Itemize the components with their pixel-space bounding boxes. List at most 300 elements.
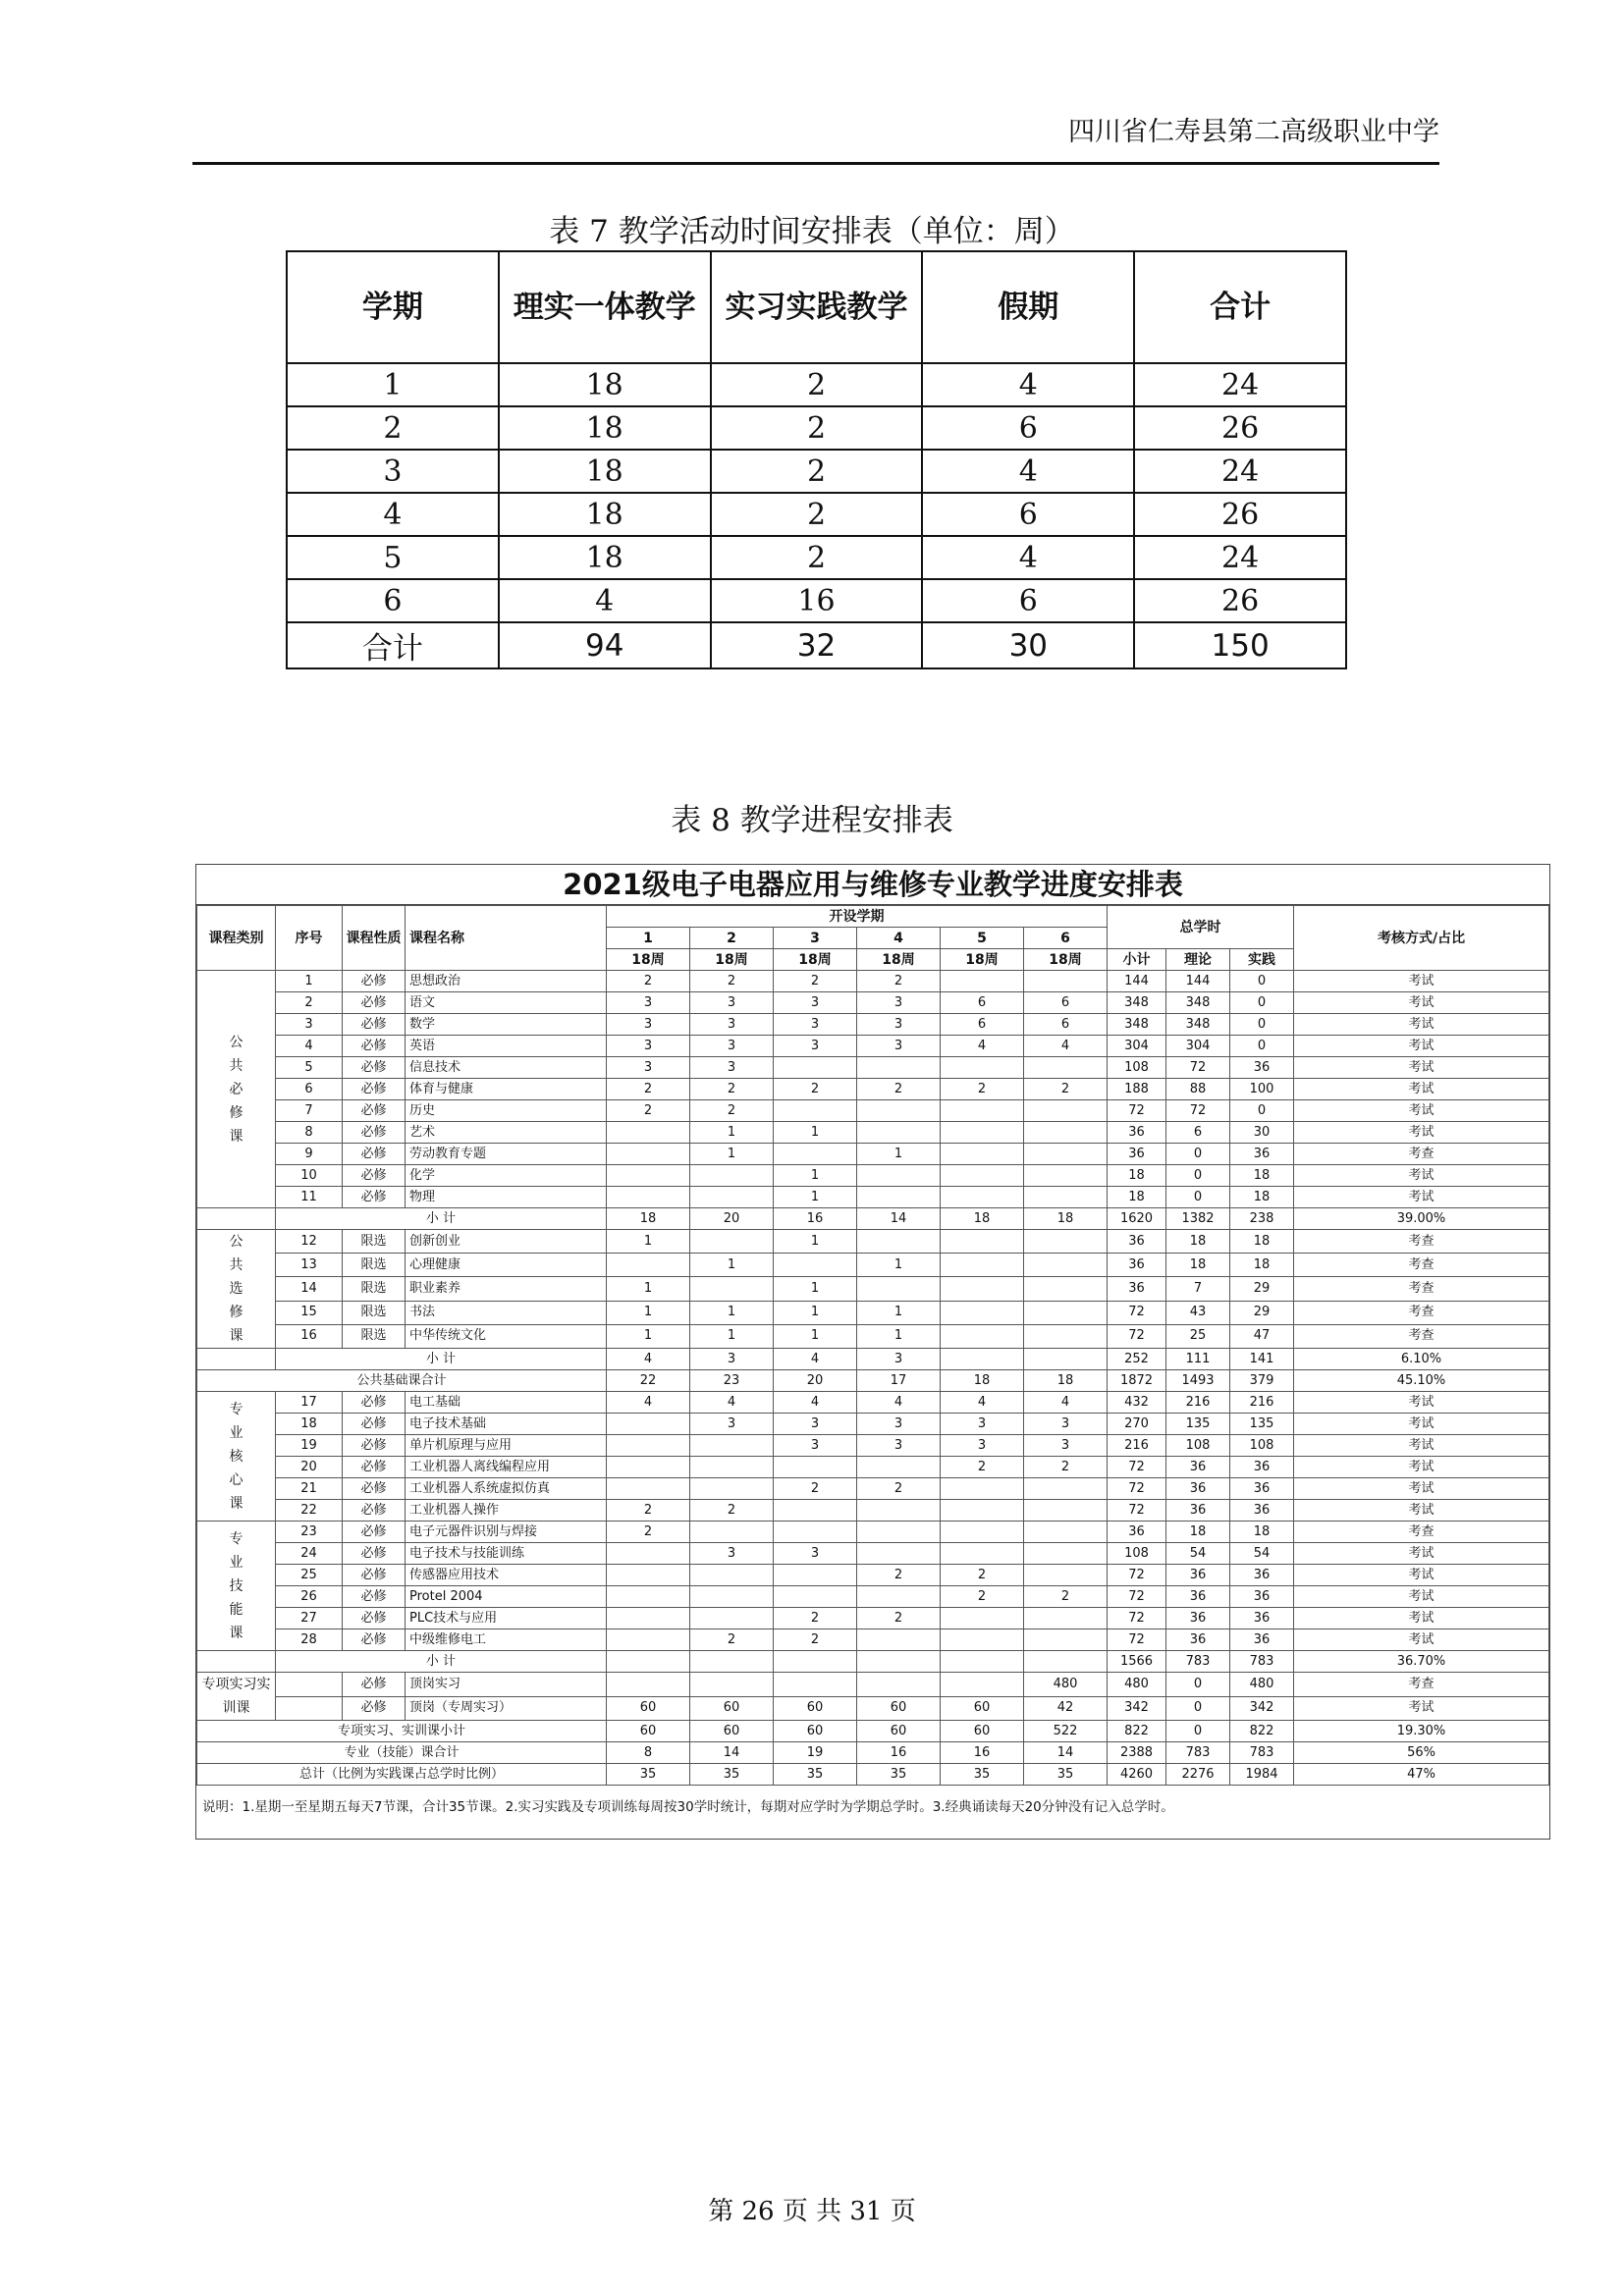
course-total-hours: 144 bbox=[1108, 971, 1166, 992]
course-nature: 必修 bbox=[343, 1187, 406, 1208]
summary-cell: 822 bbox=[1108, 1721, 1166, 1742]
course-nature: 限选 bbox=[343, 1230, 406, 1254]
course-semester-hours bbox=[690, 1165, 774, 1187]
course-semester-hours: 60 bbox=[857, 1696, 941, 1721]
category-group3 bbox=[197, 1392, 276, 1522]
summary-cell: 783 bbox=[1166, 1742, 1230, 1764]
course-total-hours: 18 bbox=[1108, 1187, 1166, 1208]
t8-semester-num: 2 bbox=[690, 928, 774, 949]
table7-cell: 2 bbox=[711, 363, 923, 406]
category-char: 课 bbox=[229, 1495, 244, 1512]
summary-cell: 22 bbox=[607, 1370, 690, 1392]
table7-header-integrated: 理实一体教学 bbox=[499, 251, 711, 363]
course-semester-hours: 60 bbox=[941, 1696, 1024, 1721]
course-name: 工业机器人系统虚拟仿真 bbox=[406, 1478, 607, 1500]
course-semester-hours: 4 bbox=[941, 1036, 1024, 1057]
subtotal-cell: 6.10% bbox=[1294, 1349, 1549, 1370]
course-total-hours: 72 bbox=[1108, 1565, 1166, 1586]
course-semester-hours: 2 bbox=[857, 1478, 941, 1500]
course-assessment: 考试 bbox=[1294, 1165, 1549, 1187]
course-nature: 必修 bbox=[343, 1673, 406, 1697]
course-practice-hours: 216 bbox=[1230, 1392, 1294, 1414]
course-assessment: 考试 bbox=[1294, 1500, 1549, 1522]
course-semester-hours: 2 bbox=[941, 1586, 1024, 1608]
course-semester-hours bbox=[690, 1435, 774, 1457]
category-group1 bbox=[197, 971, 276, 1208]
course-name: 艺术 bbox=[406, 1122, 607, 1144]
course-semester-hours bbox=[774, 1457, 857, 1478]
table7-cell: 18 bbox=[499, 493, 711, 536]
course-total-hours: 36 bbox=[1108, 1144, 1166, 1165]
course-semester-hours bbox=[941, 1478, 1024, 1500]
course-total-hours: 304 bbox=[1108, 1036, 1166, 1057]
course-practice-hours: 342 bbox=[1230, 1696, 1294, 1721]
summary-cell: 17 bbox=[857, 1370, 941, 1392]
course-nature: 必修 bbox=[343, 1392, 406, 1414]
t8-header-seq: 序号 bbox=[276, 906, 343, 971]
course-name: 物理 bbox=[406, 1187, 607, 1208]
course-semester-hours: 3 bbox=[690, 992, 774, 1014]
summary-cell: 16 bbox=[941, 1742, 1024, 1764]
course-assessment: 考试 bbox=[1294, 1122, 1549, 1144]
course-semester-hours bbox=[857, 1457, 941, 1478]
category-char: 必 bbox=[229, 1081, 244, 1097]
course-semester-hours: 2 bbox=[857, 1079, 941, 1100]
course-theory-hours: 72 bbox=[1166, 1100, 1230, 1122]
course-seq: 11 bbox=[276, 1187, 343, 1208]
course-name: 英语 bbox=[406, 1036, 607, 1057]
t8-semester-num: 4 bbox=[857, 928, 941, 949]
subtotal-cell: 3 bbox=[690, 1349, 774, 1370]
table7-cell: 2 bbox=[711, 493, 923, 536]
table7-cell: 6 bbox=[922, 579, 1134, 622]
course-practice-hours: 108 bbox=[1230, 1435, 1294, 1457]
course-semester-hours: 3 bbox=[690, 1036, 774, 1057]
category-char: 修 bbox=[229, 1104, 244, 1121]
course-row bbox=[197, 1324, 1549, 1348]
course-row bbox=[197, 1478, 1549, 1500]
course-name: 书法 bbox=[406, 1301, 607, 1324]
course-semester-hours: 1 bbox=[690, 1122, 774, 1144]
course-nature: 限选 bbox=[343, 1301, 406, 1324]
course-semester-hours: 3 bbox=[690, 1014, 774, 1036]
course-seq: 10 bbox=[276, 1165, 343, 1187]
course-semester-hours: 1 bbox=[774, 1187, 857, 1208]
course-assessment: 考试 bbox=[1294, 1457, 1549, 1478]
subtotal-cell bbox=[941, 1651, 1024, 1673]
course-semester-hours: 1 bbox=[690, 1144, 774, 1165]
table7-cell: 4 bbox=[922, 536, 1134, 579]
table7-cell: 6 bbox=[922, 406, 1134, 450]
course-seq: 25 bbox=[276, 1565, 343, 1586]
subtotal-label: 小 计 bbox=[276, 1208, 607, 1230]
course-nature: 必修 bbox=[343, 1036, 406, 1057]
summary-cell: 1984 bbox=[1230, 1764, 1294, 1786]
category-group2 bbox=[197, 1230, 276, 1349]
course-nature: 必修 bbox=[343, 1500, 406, 1522]
table7-header-holiday: 假期 bbox=[922, 251, 1134, 363]
summary-cell: 822 bbox=[1230, 1721, 1294, 1742]
course-semester-hours bbox=[690, 1277, 774, 1301]
course-semester-hours: 60 bbox=[774, 1696, 857, 1721]
t8-semester-num: 3 bbox=[774, 928, 857, 949]
table7 bbox=[286, 250, 1347, 669]
course-semester-hours: 2 bbox=[1024, 1586, 1108, 1608]
course-total-hours: 432 bbox=[1108, 1392, 1166, 1414]
subtotal-cell bbox=[941, 1349, 1024, 1370]
course-practice-hours: 54 bbox=[1230, 1543, 1294, 1565]
course-seq: 7 bbox=[276, 1100, 343, 1122]
category-char: 公 bbox=[229, 1034, 244, 1050]
course-semester-hours: 3 bbox=[774, 1543, 857, 1565]
course-theory-hours: 36 bbox=[1166, 1608, 1230, 1629]
course-theory-hours: 72 bbox=[1166, 1057, 1230, 1079]
course-semester-hours: 2 bbox=[690, 1100, 774, 1122]
course-row bbox=[197, 1277, 1549, 1301]
course-row bbox=[197, 1057, 1549, 1079]
category-char: 课 bbox=[229, 1625, 244, 1641]
course-theory-hours: 348 bbox=[1166, 992, 1230, 1014]
table7-cell: 2 bbox=[711, 450, 923, 493]
course-semester-hours: 3 bbox=[941, 1414, 1024, 1435]
course-theory-hours: 0 bbox=[1166, 1165, 1230, 1187]
course-row bbox=[197, 971, 1549, 992]
table7-total-cell: 150 bbox=[1134, 622, 1346, 668]
course-semester-hours bbox=[607, 1144, 690, 1165]
course-theory-hours: 36 bbox=[1166, 1586, 1230, 1608]
course-assessment: 考试 bbox=[1294, 1696, 1549, 1721]
course-semester-hours bbox=[857, 1543, 941, 1565]
course-assessment: 考查 bbox=[1294, 1277, 1549, 1301]
course-total-hours: 36 bbox=[1108, 1254, 1166, 1277]
course-semester-hours bbox=[1024, 1565, 1108, 1586]
course-semester-hours bbox=[857, 1522, 941, 1543]
course-semester-hours bbox=[941, 971, 1024, 992]
course-nature: 必修 bbox=[343, 1522, 406, 1543]
course-row bbox=[197, 1457, 1549, 1478]
table7-cell: 18 bbox=[499, 536, 711, 579]
course-practice-hours: 18 bbox=[1230, 1187, 1294, 1208]
course-semester-hours bbox=[690, 1457, 774, 1478]
course-nature: 必修 bbox=[343, 971, 406, 992]
course-semester-hours bbox=[607, 1629, 690, 1651]
course-nature: 必修 bbox=[343, 1608, 406, 1629]
course-semester-hours: 1 bbox=[774, 1165, 857, 1187]
subtotal-cell bbox=[607, 1651, 690, 1673]
summary-cell: 60 bbox=[941, 1721, 1024, 1742]
category-group5: 专项实习实训课 bbox=[197, 1673, 276, 1721]
course-row bbox=[197, 1543, 1549, 1565]
t8-semester-num: 1 bbox=[607, 928, 690, 949]
course-semester-hours: 4 bbox=[941, 1392, 1024, 1414]
course-theory-hours: 36 bbox=[1166, 1629, 1230, 1651]
summary-cell: 4260 bbox=[1108, 1764, 1166, 1786]
category-char: 专 bbox=[229, 1530, 244, 1547]
course-semester-hours bbox=[941, 1301, 1024, 1324]
course-assessment: 考试 bbox=[1294, 1036, 1549, 1057]
table7-cell: 6 bbox=[922, 493, 1134, 536]
table7-cell: 3 bbox=[287, 450, 499, 493]
subtotal-cell: 111 bbox=[1166, 1349, 1230, 1370]
course-semester-hours bbox=[774, 1254, 857, 1277]
table7-total-cell: 32 bbox=[711, 622, 923, 668]
course-seq: 18 bbox=[276, 1414, 343, 1435]
table8-body bbox=[197, 971, 1549, 1786]
course-assessment: 考查 bbox=[1294, 1254, 1549, 1277]
t8-header-semesters: 开设学期 bbox=[607, 906, 1108, 928]
course-semester-hours: 1 bbox=[857, 1301, 941, 1324]
course-practice-hours: 29 bbox=[1230, 1301, 1294, 1324]
course-nature: 必修 bbox=[343, 1696, 406, 1721]
course-semester-hours: 6 bbox=[941, 1014, 1024, 1036]
table8-note: 说明：1.星期一至星期五每天7节课，合计35节课。2.实习实践及专项训练每周按30学时统计，每期对应学时为学期总学时。3.经典诵读每天20分钟没有记入总学时。 bbox=[202, 1799, 1174, 1815]
summary-cell: 35 bbox=[1024, 1764, 1108, 1786]
course-semester-hours bbox=[607, 1187, 690, 1208]
course-practice-hours: 36 bbox=[1230, 1608, 1294, 1629]
course-practice-hours: 36 bbox=[1230, 1144, 1294, 1165]
category-char: 核 bbox=[229, 1448, 244, 1465]
course-practice-hours: 18 bbox=[1230, 1254, 1294, 1277]
course-nature: 限选 bbox=[343, 1254, 406, 1277]
course-semester-hours bbox=[1024, 1522, 1108, 1543]
course-row bbox=[197, 1100, 1549, 1122]
course-row bbox=[197, 1435, 1549, 1457]
category-char: 修 bbox=[229, 1305, 244, 1320]
table7-cell: 24 bbox=[1134, 363, 1346, 406]
course-semester-hours bbox=[941, 1187, 1024, 1208]
course-theory-hours: 0 bbox=[1166, 1187, 1230, 1208]
course-semester-hours bbox=[1024, 1144, 1108, 1165]
category-char: 业 bbox=[229, 1554, 244, 1571]
course-semester-hours: 2 bbox=[857, 1565, 941, 1586]
table7-cell: 18 bbox=[499, 406, 711, 450]
course-semester-hours bbox=[607, 1414, 690, 1435]
course-name: 信息技术 bbox=[406, 1057, 607, 1079]
course-row bbox=[197, 1230, 1549, 1254]
table7-cell: 2 bbox=[711, 536, 923, 579]
table7-cell: 18 bbox=[499, 450, 711, 493]
course-assessment: 考试 bbox=[1294, 1414, 1549, 1435]
course-total-hours: 72 bbox=[1108, 1500, 1166, 1522]
course-semester-hours: 3 bbox=[857, 992, 941, 1014]
t8-header-category: 课程类别 bbox=[197, 906, 276, 971]
course-nature: 必修 bbox=[343, 1122, 406, 1144]
course-semester-hours: 2 bbox=[857, 971, 941, 992]
subtotal-cell: 252 bbox=[1108, 1349, 1166, 1370]
course-semester-hours bbox=[1024, 1254, 1108, 1277]
course-semester-hours: 3 bbox=[857, 1435, 941, 1457]
course-practice-hours: 36 bbox=[1230, 1565, 1294, 1586]
table7-cell: 4 bbox=[499, 579, 711, 622]
course-seq: 4 bbox=[276, 1036, 343, 1057]
summary-cell: 0 bbox=[1166, 1721, 1230, 1742]
summary-cell: 35 bbox=[941, 1764, 1024, 1786]
course-semester-hours bbox=[941, 1122, 1024, 1144]
table8-header-row-1 bbox=[197, 906, 1549, 928]
subtotal-cell: 39.00% bbox=[1294, 1208, 1549, 1230]
course-semester-hours: 4 bbox=[690, 1392, 774, 1414]
course-row bbox=[197, 1522, 1549, 1543]
course-practice-hours: 36 bbox=[1230, 1586, 1294, 1608]
course-total-hours: 348 bbox=[1108, 1014, 1166, 1036]
course-name: 电子技术与技能训练 bbox=[406, 1543, 607, 1565]
course-practice-hours: 29 bbox=[1230, 1277, 1294, 1301]
course-semester-hours: 4 bbox=[1024, 1392, 1108, 1414]
subtotal-cell bbox=[1024, 1651, 1108, 1673]
course-semester-hours: 3 bbox=[857, 1414, 941, 1435]
summary-cell: 56% bbox=[1294, 1742, 1549, 1764]
summary-cell: 379 bbox=[1230, 1370, 1294, 1392]
course-semester-hours bbox=[607, 1543, 690, 1565]
table8 bbox=[196, 905, 1549, 1786]
course-semester-hours bbox=[1024, 1057, 1108, 1079]
summary-cell: 35 bbox=[607, 1764, 690, 1786]
school-header: 四川省仁寿县第二高级职业中学 bbox=[1068, 117, 1439, 147]
course-theory-hours: 36 bbox=[1166, 1457, 1230, 1478]
table7-row bbox=[287, 493, 1346, 536]
course-total-hours: 36 bbox=[1108, 1522, 1166, 1543]
table7-cell: 26 bbox=[1134, 493, 1346, 536]
t8-header-name: 课程名称 bbox=[406, 906, 607, 971]
course-total-hours: 36 bbox=[1108, 1230, 1166, 1254]
t8-semester-weeks: 18周 bbox=[941, 949, 1024, 971]
course-name: 电子技术基础 bbox=[406, 1414, 607, 1435]
course-semester-hours: 2 bbox=[607, 971, 690, 992]
course-assessment: 考试 bbox=[1294, 971, 1549, 992]
course-theory-hours: 36 bbox=[1166, 1565, 1230, 1586]
course-name: 历史 bbox=[406, 1100, 607, 1122]
course-semester-hours bbox=[941, 1608, 1024, 1629]
subtotal-cell: 1566 bbox=[1108, 1651, 1166, 1673]
course-semester-hours bbox=[941, 1543, 1024, 1565]
subtotal-cell: 18 bbox=[1024, 1208, 1108, 1230]
course-total-hours: 72 bbox=[1108, 1478, 1166, 1500]
summary-row bbox=[197, 1370, 1549, 1392]
table7-header-row bbox=[287, 251, 1346, 363]
course-semester-hours: 3 bbox=[1024, 1435, 1108, 1457]
course-semester-hours bbox=[941, 1165, 1024, 1187]
course-assessment: 考试 bbox=[1294, 1478, 1549, 1500]
course-seq: 17 bbox=[276, 1392, 343, 1414]
course-name: 电工基础 bbox=[406, 1392, 607, 1414]
course-seq: 2 bbox=[276, 992, 343, 1014]
subtotal-cell bbox=[774, 1651, 857, 1673]
table7-header-semester: 学期 bbox=[287, 251, 499, 363]
course-name: 心理健康 bbox=[406, 1254, 607, 1277]
course-row bbox=[197, 1014, 1549, 1036]
course-semester-hours: 2 bbox=[857, 1608, 941, 1629]
course-theory-hours: 18 bbox=[1166, 1522, 1230, 1543]
course-seq: 22 bbox=[276, 1500, 343, 1522]
category-char: 公 bbox=[229, 1234, 244, 1250]
course-seq: 23 bbox=[276, 1522, 343, 1543]
course-semester-hours: 2 bbox=[941, 1565, 1024, 1586]
course-practice-hours: 135 bbox=[1230, 1414, 1294, 1435]
course-seq: 5 bbox=[276, 1057, 343, 1079]
summary-cell: 23 bbox=[690, 1370, 774, 1392]
course-semester-hours bbox=[1024, 1187, 1108, 1208]
course-semester-hours: 3 bbox=[607, 1036, 690, 1057]
table8-caption: 表 8 教学进程安排表 bbox=[671, 803, 953, 838]
course-theory-hours: 0 bbox=[1166, 1673, 1230, 1697]
course-semester-hours: 3 bbox=[690, 1414, 774, 1435]
course-total-hours: 36 bbox=[1108, 1277, 1166, 1301]
course-seq: 26 bbox=[276, 1586, 343, 1608]
course-semester-hours: 480 bbox=[1024, 1673, 1108, 1697]
subtotal-cell: 3 bbox=[857, 1349, 941, 1370]
summary-cell: 14 bbox=[690, 1742, 774, 1764]
course-name: 传感器应用技术 bbox=[406, 1565, 607, 1586]
t8-hours-practice: 实践 bbox=[1230, 949, 1294, 971]
subtotal-row bbox=[197, 1651, 1549, 1673]
course-practice-hours: 0 bbox=[1230, 992, 1294, 1014]
table7-cell: 1 bbox=[287, 363, 499, 406]
course-semester-hours: 3 bbox=[774, 1014, 857, 1036]
course-nature: 必修 bbox=[343, 1100, 406, 1122]
course-semester-hours: 3 bbox=[774, 1036, 857, 1057]
table7-cell: 24 bbox=[1134, 536, 1346, 579]
course-semester-hours: 6 bbox=[1024, 1014, 1108, 1036]
course-semester-hours bbox=[607, 1673, 690, 1697]
course-total-hours: 270 bbox=[1108, 1414, 1166, 1435]
course-total-hours: 108 bbox=[1108, 1057, 1166, 1079]
course-semester-hours bbox=[941, 1673, 1024, 1697]
course-semester-hours: 4 bbox=[774, 1392, 857, 1414]
course-total-hours: 72 bbox=[1108, 1629, 1166, 1651]
course-semester-hours bbox=[774, 1144, 857, 1165]
course-practice-hours: 30 bbox=[1230, 1122, 1294, 1144]
course-name: PLC技术与应用 bbox=[406, 1608, 607, 1629]
course-nature: 必修 bbox=[343, 1414, 406, 1435]
course-semester-hours: 6 bbox=[1024, 992, 1108, 1014]
t8-semester-num: 5 bbox=[941, 928, 1024, 949]
category-char: 课 bbox=[229, 1328, 244, 1344]
course-nature: 必修 bbox=[343, 1586, 406, 1608]
subtotal-cell: 141 bbox=[1230, 1349, 1294, 1370]
course-theory-hours: 135 bbox=[1166, 1414, 1230, 1435]
course-name: 顶岗实习 bbox=[406, 1673, 607, 1697]
course-semester-hours: 4 bbox=[1024, 1036, 1108, 1057]
course-nature: 限选 bbox=[343, 1277, 406, 1301]
course-semester-hours: 1 bbox=[857, 1254, 941, 1277]
summary-cell: 35 bbox=[857, 1764, 941, 1786]
course-semester-hours bbox=[774, 1565, 857, 1586]
course-semester-hours bbox=[857, 1100, 941, 1122]
summary-cell: 8 bbox=[607, 1742, 690, 1764]
course-semester-hours bbox=[1024, 1543, 1108, 1565]
course-semester-hours bbox=[941, 1324, 1024, 1348]
summary-cell: 60 bbox=[607, 1721, 690, 1742]
subtotal-cell: 238 bbox=[1230, 1208, 1294, 1230]
category-char: 能 bbox=[229, 1601, 244, 1618]
subtotal-cell: 18 bbox=[941, 1208, 1024, 1230]
course-semester-hours bbox=[857, 1277, 941, 1301]
course-semester-hours bbox=[857, 1586, 941, 1608]
course-name: 中华传统文化 bbox=[406, 1324, 607, 1348]
table8-frame bbox=[195, 864, 1550, 1840]
course-semester-hours bbox=[690, 1187, 774, 1208]
course-name: 数学 bbox=[406, 1014, 607, 1036]
course-practice-hours: 36 bbox=[1230, 1057, 1294, 1079]
course-semester-hours: 1 bbox=[774, 1122, 857, 1144]
course-name: 创新创业 bbox=[406, 1230, 607, 1254]
table7-body bbox=[287, 363, 1346, 668]
course-semester-hours: 4 bbox=[607, 1392, 690, 1414]
course-total-hours: 36 bbox=[1108, 1122, 1166, 1144]
course-semester-hours bbox=[774, 1500, 857, 1522]
course-semester-hours: 1 bbox=[774, 1277, 857, 1301]
course-row bbox=[197, 1187, 1549, 1208]
